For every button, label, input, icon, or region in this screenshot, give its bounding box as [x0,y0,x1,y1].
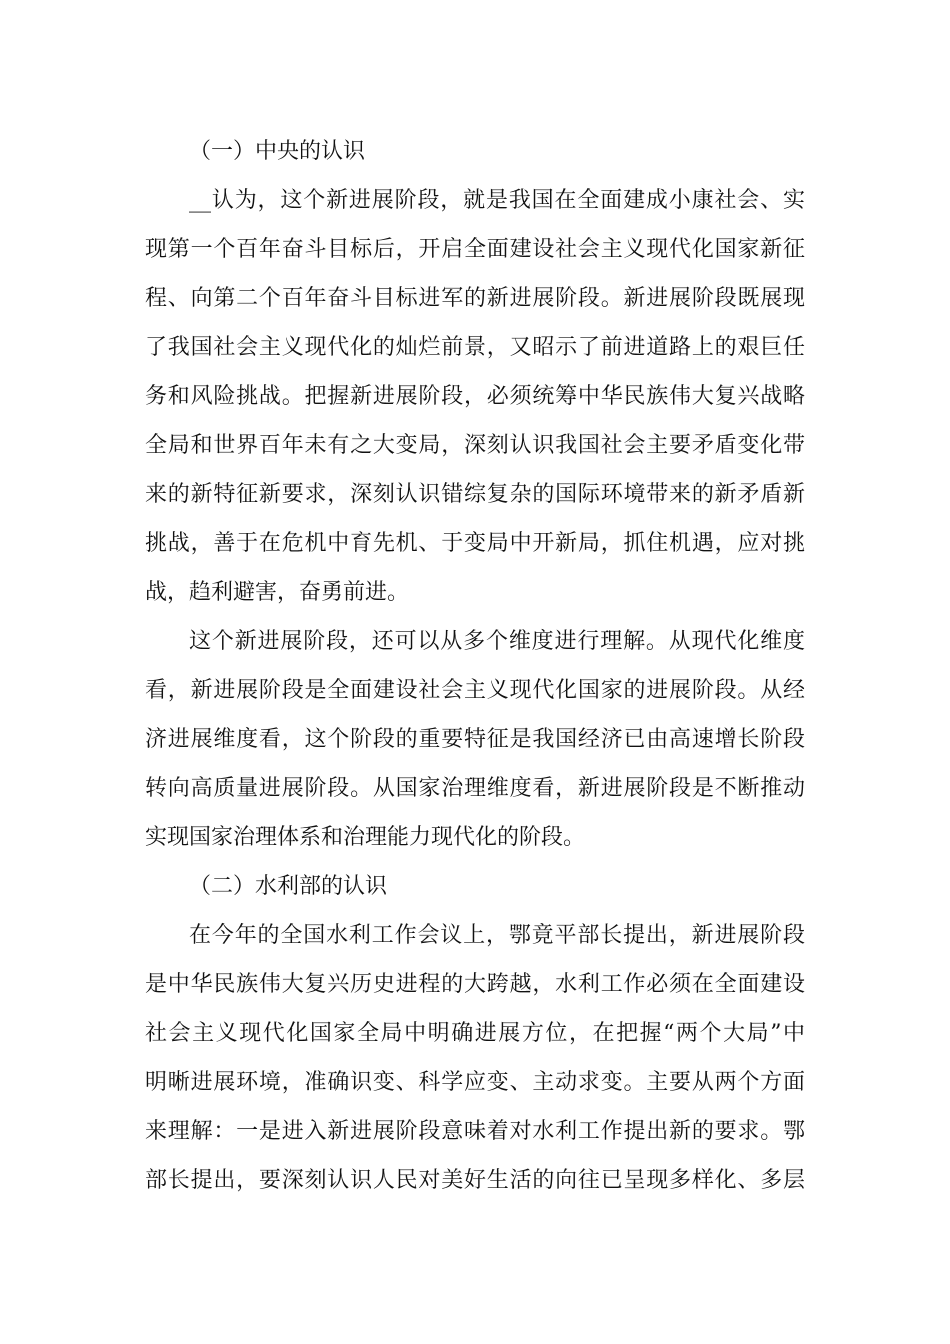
paragraph-line: 在今年的全国水利工作会议上，鄂竟平部长提出，新进展阶段 [189,923,805,948]
paragraph-line: 是中华民族伟大复兴历史进程的大跨越，水利工作必须在全面建设 [145,972,805,997]
paragraph [145,617,805,862]
paragraph-line: 实现国家治理体系和治理能力现代化的阶段。 [145,825,586,850]
paragraph [145,911,805,1205]
section-heading-1: （一）中央的认识 [189,139,366,164]
paragraph-line: 转向高质量进展阶段。从国家治理维度看，新进展阶段是不断推动 [145,776,805,801]
section-heading-2: （二）水利部的认识 [189,874,388,899]
paragraph-line: 看，新进展阶段是全面建设社会主义现代化国家的进展阶段。从经 [145,678,805,703]
paragraph-line: 部长提出，要深刻认识人民对美好生活的向往已呈现多样化、多层 [145,1168,805,1193]
paragraph-line: 全局和世界百年未有之大变局，深刻认识我国社会主要矛盾变化带 [145,433,805,458]
paragraph-line: 济进展维度看，这个阶段的重要特征是我国经济已由高速增长阶段 [145,727,805,752]
paragraph-line: 明晰进展环境，准确识变、科学应变、主动求变。主要从两个方面 [145,1070,805,1095]
paragraph-line: __认为，这个新进展阶段，就是我国在全面建成小康社会、实 [189,188,805,213]
paragraph-line: 了我国社会主义现代化的灿烂前景，又昭示了前进道路上的艰巨任 [145,335,805,360]
paragraph-line: 务和风险挑战。把握新进展阶段，必须统筹中华民族伟大复兴战略 [145,384,805,409]
paragraph [145,176,805,617]
paragraph-line: 来理解：一是进入新进展阶段意味着对水利工作提出新的要求。鄂 [145,1119,805,1144]
paragraph-line: 程、向第二个百年奋斗目标进军的新进展阶段。新进展阶段既展现 [145,286,805,311]
paragraph-line: 社会主义现代化国家全局中明确进展方位，在把握“两个大局”中 [145,1021,805,1046]
document-body [145,127,805,1205]
paragraph-line: 现第一个百年奋斗目标后，开启全面建设社会主义现代化国家新征 [145,237,805,262]
paragraph-line: 来的新特征新要求，深刻认识错综复杂的国际环境带来的新矛盾新 [145,482,805,507]
paragraph-line: 战，趋利避害，奋勇前进。 [145,580,410,605]
paragraph-line: 挑战，善于在危机中育先机、于变局中开新局，抓住机遇，应对挑 [145,531,805,556]
paragraph-line: 这个新进展阶段，还可以从多个维度进行理解。从现代化维度 [189,629,805,654]
